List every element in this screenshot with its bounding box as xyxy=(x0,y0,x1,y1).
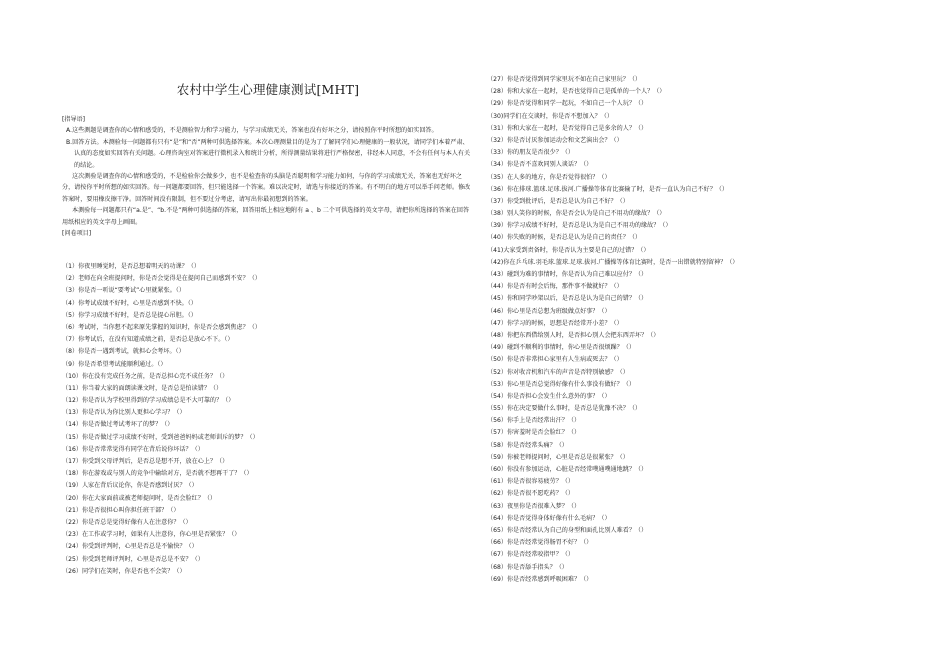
question-item: （30)同学们在交谈时，你是否不想加入？（） xyxy=(487,112,613,120)
question-item: （22）你是否总是觉得好像有人在注意你？（） xyxy=(62,518,192,526)
question-item: （28）你和大家在一起时，是否也觉得自己是孤单的一个人？（） xyxy=(487,88,666,96)
question-item: （69）你是否经常感到呼吸困难？（） xyxy=(487,575,593,583)
page-title: 农村中学生心理健康测试[MHT] xyxy=(176,82,360,97)
question-item: （44）你是否有时会后悔，那件事不做就好？（） xyxy=(487,283,623,291)
question-item: （14）你是否做过考试考坏了的梦？（） xyxy=(62,421,174,429)
question-item: （1）你夜里睡觉时，是否总想着明天的功课？（） xyxy=(62,263,200,270)
items-heading: [问卷项目] xyxy=(62,230,92,238)
question-item: （2）老师在向全班提问时，你是否会觉得是在提问自己而感到不安？（） xyxy=(62,275,261,283)
question-item: （60）你没有参加运动，心脏是否经常噗通噗通地跳？（） xyxy=(487,466,648,473)
question-item: （21）你是否很担心叫你担任班干部？（） xyxy=(62,506,180,514)
question-item: （38）别人笑你的时候，你是否会认为是自己不用功的缘故？（） xyxy=(487,210,666,218)
question-item: （55）你在决定要做什么事时，是否总是犹豫不决？（） xyxy=(487,405,642,413)
question-item: （11）你当着大家的面朗读课文时，是否总是怕读错？（） xyxy=(62,384,223,392)
question-item: （19）人家在背后议论你，你是否感到讨厌？（） xyxy=(62,482,198,490)
question-item: （62）你是否很不愿吃药？（） xyxy=(487,490,574,498)
question-item: （52）你对收音机和汽车的声音是否特别敏感？（） xyxy=(487,368,629,376)
instructions-paragraph-4: 本测验每一问题都只有“a.是”、“b.不是”两种可供选择的答案，回答用纸上相应地附有 a 、b 二个可供选择的英文字母，请把你所选择的答案在回答用纸相应的英文字母上画圈。 xyxy=(62,207,470,226)
question-item: （31）你和大家在一起时，是否觉得自己是多余的人？（） xyxy=(487,124,648,132)
instructions-paragraph-b: B.回答方法。本测验每一问题都有只有“是”和“否”两种可供选择答案。本次心理测量目的是为了了解同学们心理健康的一般状况，请同学们本着严肃、认真的态度如实回答有关问题。心理咨询室对答案进行微机录入和统计分析，所得测量结果将进行严格保密，非经本人同意，不会有任何与本人有关的结论。 xyxy=(66,138,471,169)
question-item: （65）你是否经常认为自己的身型和面孔比别人难看？（） xyxy=(487,526,648,534)
question-item: （16）你是否常常觉得有同学在背后说你坏话？（） xyxy=(62,445,204,453)
instructions-section xyxy=(62,114,474,239)
question-list-left xyxy=(62,261,261,578)
question-item: （42)你在乒乓球.羽毛球.篮球.足球.拔河.广播操等体育比赛时，是否一出错就特别留神？（） xyxy=(487,258,739,266)
question-item: （33）你的朋友是否很少？（） xyxy=(487,149,574,157)
question-item: （32）你是否讨厌参加运动会和文艺演出会？（） xyxy=(487,136,623,144)
question-item: （35）在人多的地方，你是否觉得很怕？（） xyxy=(487,173,611,181)
question-item: （29）你是否觉得和同学一起玩，不如自己一个人玩？（） xyxy=(487,100,648,108)
question-item: （56）你手上是否经常出汗？（） xyxy=(487,417,581,425)
question-item: （25）你受到老师评判时，心里是否总是不安？（） xyxy=(62,555,204,563)
question-item: （41)大家受到责备时，你是否认为主要是自己的过错？（） xyxy=(487,246,650,254)
question-item: （5）你学习成绩不好时，是否总是提心吊胆。（） xyxy=(62,311,197,319)
question-item: （49）碰到不顺利的事情时，你心里是否很烦躁？（） xyxy=(487,344,635,352)
question-item: （43）碰到为难的事情时，你是否认为自己难以应付？（） xyxy=(487,271,648,278)
question-item: （48）你把东西借给别人时，是否担心别人会把东西弄坏？（） xyxy=(487,331,660,339)
question-item: （7）你考试后，在没有知道成绩之前，是否总是放心不下。（） xyxy=(62,336,234,344)
question-item: （57）你害羞时是否会脸红？（） xyxy=(487,429,581,437)
question-item: （68）你是否舔手指头？（） xyxy=(487,563,568,571)
question-item: （9）你是否希望考试能顺利通过。（） xyxy=(62,360,167,368)
question-item: （45）你和同学吵架以后，是否总是认为是自己的错？（） xyxy=(487,295,648,303)
question-item: （17）你受到父母评判后，是否总是想不开，放在心上？（） xyxy=(62,458,229,465)
question-item: （67）你是否经常咬指甲？（） xyxy=(487,551,574,559)
question-item: （40）你失败的时候，是否总是认为是自己的责任？（） xyxy=(487,234,642,242)
question-item: （61）你是否很容易疲劳？（） xyxy=(487,478,574,486)
question-item: （46）你心里是否总想为班级做点好事？（） xyxy=(487,307,611,315)
question-item: （64）你是否觉得身体好像有什么毛病？（） xyxy=(487,514,611,522)
question-item: （37）你受到批评后，是否总是认为自己不好？（） xyxy=(487,197,629,205)
question-item: （15）你是否做过学习成绩不好时，受到爸爸妈妈或老师训斥的梦？（） xyxy=(62,433,259,441)
question-item: （58）你是否经常头痛？（） xyxy=(487,441,568,449)
question-item: （34）你是否不喜欢同别人谈话？（） xyxy=(487,161,593,169)
question-item: （53）你心里是否总觉得好像有什么事没有做好？（） xyxy=(487,380,635,388)
question-item: （54）你是否担心会发生什么意外的事？（） xyxy=(487,392,611,400)
question-item: （66）你是否经常觉得肠胃不好？（） xyxy=(487,539,593,547)
question-item: （18）你在游戏或与别人的竞争中输给对方，是否就不想再干了？（） xyxy=(62,470,253,478)
instructions-paragraph-3: 这次测验是调查你的心情和感受的，不是检验你会做多少，也不是检查你的头脑是否聪明和学习能力如何，与你的学习成绩无关，答案也无好坏之分，请按你平时所想的如实回答。每一问题都要回答，但只能选择一个答案。难以决定时，请选与你接近的答案。有不明白的地方可以举手问老师。修改答案时，要用橡皮擦干净。回答时间没有限制，但不要过分考虑，请写出你最初想到的答案。 xyxy=(62,173,471,203)
question-item: （36）你在排球.篮球.足球.拔河.广播操等体育比赛输了时，是否一直认为自己不好？（） xyxy=(487,185,728,193)
question-item: （23）在工作或学习时，如果有人注意你，你心里是否紧张？（） xyxy=(62,531,241,539)
question-item: （3）你是否一听说“要考试”心里就紧张。（） xyxy=(62,287,185,295)
question-item: （39）你学习成绩不好时，是否总是认为是自己不用功的缘故？（） xyxy=(487,222,672,230)
instructions-heading: [指导语] xyxy=(62,116,86,123)
question-item: （12）你是否认为学校里得到的学习成绩总是不大可靠的？（） xyxy=(62,397,235,405)
question-item: （20）你在大家面前或被老师提问时，是否会脸红？（） xyxy=(62,494,217,502)
question-item: （6）考试时，当你想不起来原先掌握的知识时，你是否会感到焦虑？（） xyxy=(62,323,261,331)
question-item: （10）你在没有完成任务之前，是否总担心完不成任务？（） xyxy=(62,372,229,380)
question-item: （27）你是否觉得到同学家里玩不如在自己家里玩？（） xyxy=(487,76,642,83)
question-list-right xyxy=(487,74,738,586)
question-item: （50）你是否非常担心家里有人生病或死去？（） xyxy=(487,356,623,364)
question-item: （4）你考试成绩不好时，心里是否感到不快。（） xyxy=(62,299,197,307)
question-item: （59）你被老师提问时，心里是否总是很紧张？（） xyxy=(487,453,629,461)
question-item: （8）你是否一遇到考试，就担心会考坏。（） xyxy=(62,348,185,356)
question-item: （26）同学们在笑时，你是否也不会笑？（） xyxy=(62,567,186,575)
question-item: （63）夜里你是否很难入梦？（） xyxy=(487,502,581,510)
question-item: （13）你是否认为你比别人更担心学习？（） xyxy=(62,409,186,417)
question-item: （24）你受到评判时，心里是否总是不愉快？（） xyxy=(62,543,198,551)
question-item: （47）你学习的时候，思想是否经常开小差？（） xyxy=(487,319,623,327)
instructions-paragraph-a: A.这些测题是调查你的心情和感受的，不是测验智力和学习能力，与学习成绩无关，答案也没有好坏之分，请按照你平时所想的如实回答。 xyxy=(66,127,438,135)
